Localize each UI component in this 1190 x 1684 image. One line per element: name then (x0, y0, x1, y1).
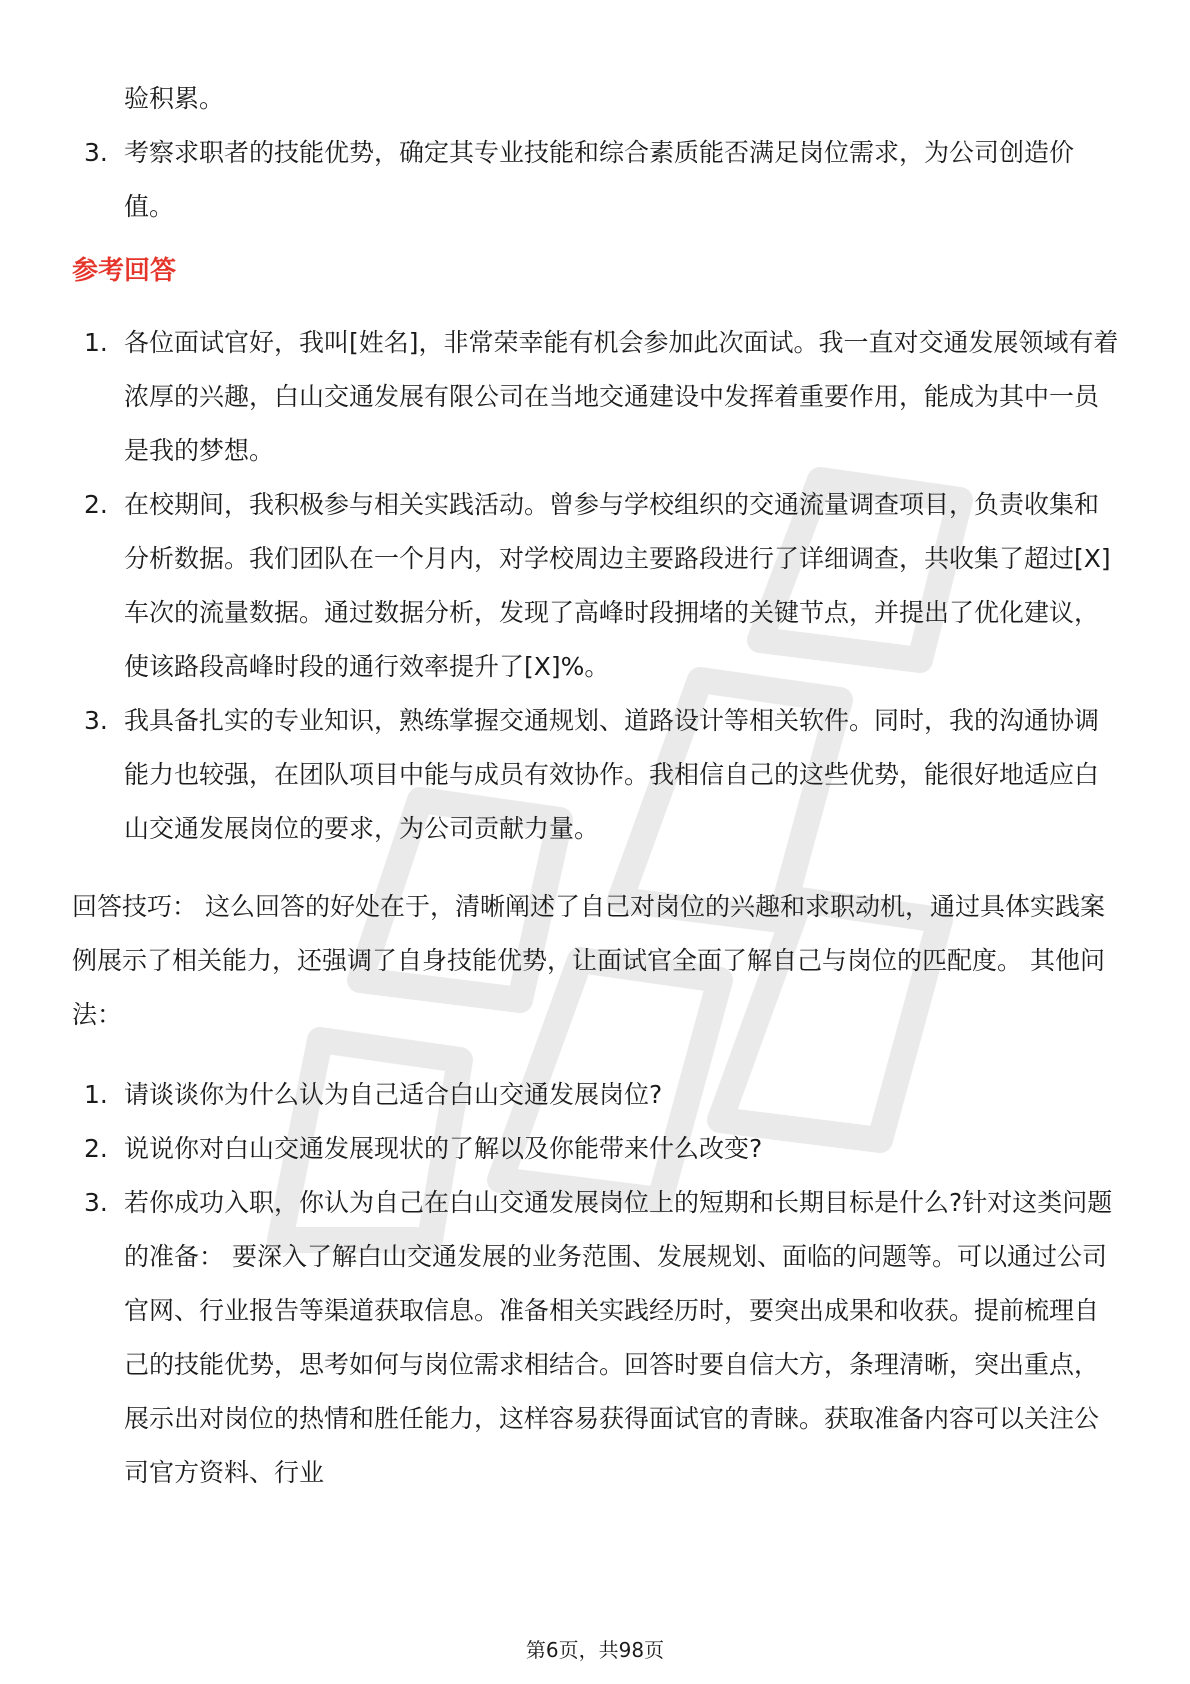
list-item (72, 478, 1122, 694)
list-item-number: 3. (84, 138, 108, 167)
list-item-text: 各位面试官好，我叫[姓名]，非常荣幸能有机会参加此次面试。我一直对交通发展领域有着浓厚的兴趣，白山交通发展有限公司在当地交通建设中发挥着重要作用，能成为其中一员是我的梦想。 (124, 328, 1119, 465)
list-item-number: 1. (84, 1080, 108, 1109)
list-item-text: 考察求职者的技能优势，确定其专业技能和综合素质能否满足岗位需求，为公司创造价值。 (124, 138, 1075, 221)
list-item-number: 3. (84, 1188, 108, 1217)
list-item-text: 请谈谈你为什么认为自己适合白山交通发展岗位? (124, 1080, 663, 1109)
list-item-number: 2. (84, 490, 108, 519)
section-heading-reference-answer: 参考回答 (72, 256, 177, 286)
list-item-number: 3. (84, 706, 108, 735)
list-item (72, 316, 1122, 478)
list-item (72, 1068, 1122, 1122)
document-body (72, 72, 1122, 1500)
list-item (72, 126, 1122, 234)
list-item-text: 在校期间，我积极参与相关实践活动。曾参与学校组织的交通流量调查项目，负责收集和分析数据。我们团队在一个月内，对学校周边主要路段进行了详细调查，共收集了超过[X]车次的流量数据。通过数据分析，发现了高峰时段拥堵的关键节点，并提出了优化建议，使该路段高峰时段的通行效率提升了[X]%。 (124, 490, 1111, 681)
list-item-text: 若你成功入职，你认为自己在白山交通发展岗位上的短期和长期目标是什么?针对这类问题的准备： 要深入了解白山交通发展的业务范围、发展规划、面临的问题等。可以通过公司官网、行业报告等渠道获取信息。准备相关实践经历时，要突出成果和收获。提前梳理自己的技能优势，思考如何与岗位需求相结合。回答时要自信大方，条理清晰，突出重点，展示出对岗位的热情和胜任能力，这样容易获得面试官的青睐。获取准备内容可以关注公司官方资料、行业 (124, 1188, 1113, 1487)
other-questions-list (72, 1068, 1122, 1500)
list-item-text: 我具备扎实的专业知识，熟练掌握交通规划、道路设计等相关软件。同时，我的沟通协调能力也较强，在团队项目中能与成员有效协作。我相信自己的这些优势，能很好地适应白山交通发展岗位的要求，为公司贡献力量。 (124, 706, 1100, 843)
list-item (72, 1176, 1122, 1500)
answer-tips-paragraph: 回答技巧： 这么回答的好处在于，清晰阐述了自己对岗位的兴趣和求职动机，通过具体实践案例展示了相关能力，还强调了自身技能优势，让面试官全面了解自己与岗位的匹配度。 其他问法： (72, 892, 1105, 1029)
list-item-number: 2. (84, 1134, 108, 1163)
list-item-number: 1. (84, 328, 108, 357)
answer-list (72, 316, 1122, 856)
list-item (72, 694, 1122, 856)
intro-list (72, 126, 1122, 234)
list-item (72, 1122, 1122, 1176)
continued-text: 验积累。 (124, 84, 225, 113)
list-item-text: 说说你对白山交通发展现状的了解以及你能带来什么改变? (124, 1134, 763, 1163)
page-number-footer: 第6页，共98页 (525, 1638, 665, 1662)
